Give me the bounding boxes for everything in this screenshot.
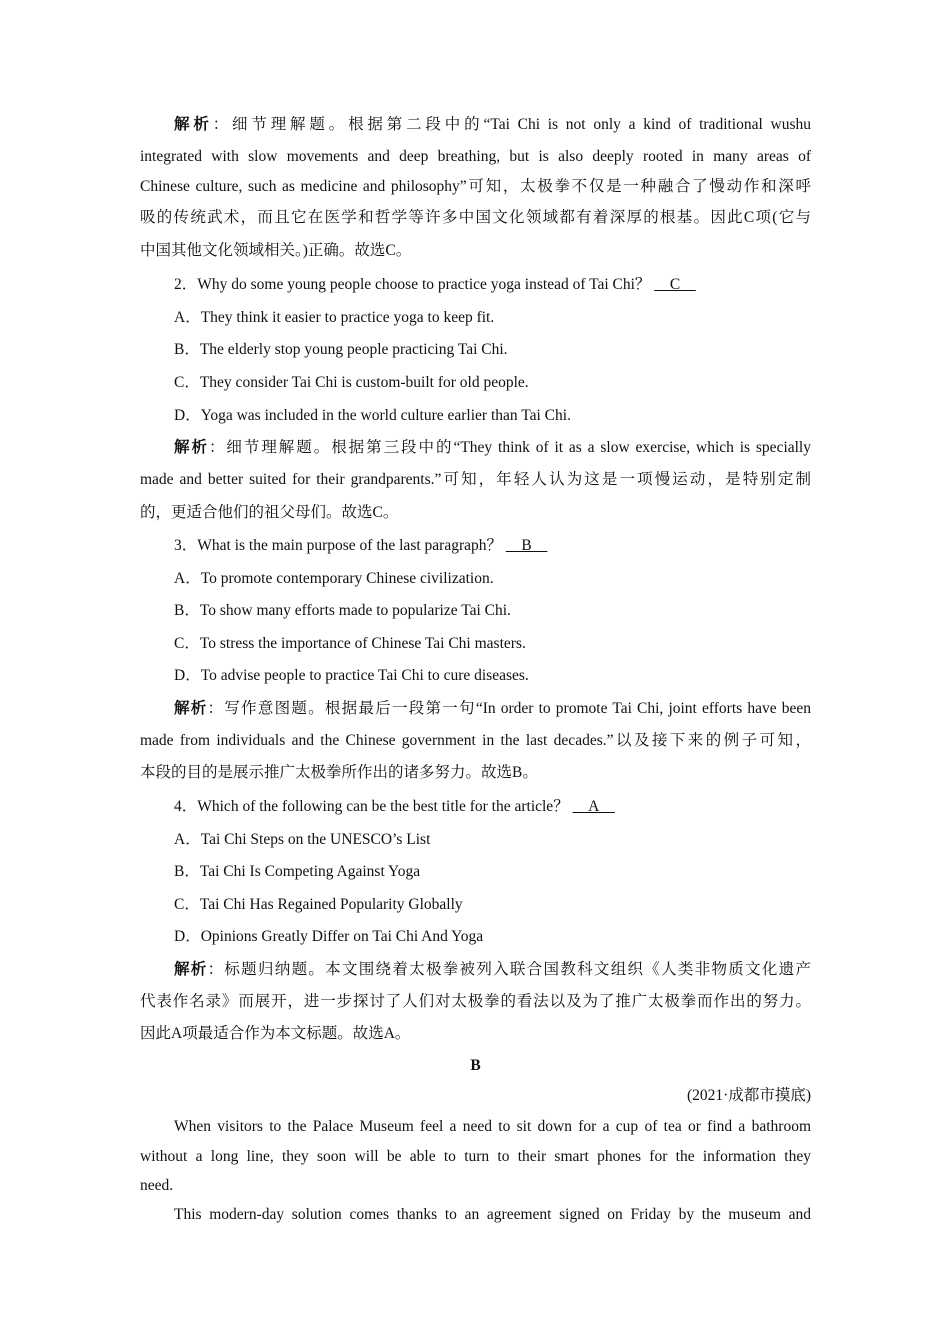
explanation-q2-line-1: 解析：细节理解题。根据第三段中的“They think of it as a slow exercise, which is specially: [174, 439, 811, 456]
passage-line-1: When visitors to the Palace Museum feel a need to sit down for a cup of tea or find a bathroom: [174, 1118, 811, 1135]
question-3-option-d: D．To advise people to practice Tai Chi to cure diseases.: [174, 667, 529, 684]
explanation-q3-line-2: made from individuals and the Chinese government in the last decades.”以及接下来的例子可知，: [140, 732, 811, 749]
explanation-q1-line-4: 吸的传统武术，而且它在医学和哲学等许多中国文化领域都有着深厚的根基。因此C项(它与: [140, 209, 811, 226]
question-4-option-a: A．Tai Chi Steps on the UNESCO’s List: [174, 831, 431, 848]
explanation-q4-line-3: 因此A项最适合作为本文标题。故选A。: [140, 1025, 411, 1042]
question-4-option-b: B．Tai Chi Is Competing Against Yoga: [174, 863, 421, 880]
passage-line-3: need.: [140, 1177, 174, 1194]
explanation-q1-line-2: integrated with slow movements and deep breathing, but is also deeply rooted in many areas of: [140, 148, 811, 165]
section-heading: B: [470, 1057, 481, 1074]
question-2-option-a: A．They think it easier to practice yoga to keep fit.: [174, 309, 495, 326]
question-3-answer: __B__: [505, 537, 548, 554]
question-2-option-b: B．The elderly stop young people practicing Tai Chi.: [174, 341, 508, 358]
question-3-option-b: B．To show many efforts made to popularize Tai Chi.: [174, 602, 511, 619]
question-2-option-c: C．They consider Tai Chi is custom-built for old people.: [174, 374, 529, 391]
question-2-option-d: D．Yoga was included in the world culture earlier than Tai Chi.: [174, 407, 571, 424]
question-3-option-c: C．To stress the importance of Chinese Tai Chi masters.: [174, 635, 526, 652]
explanation-q3-line-1: 解析：写作意图题。根据最后一段第一句“In order to promote Tai Chi, joint efforts have been: [174, 700, 811, 717]
question-2-stem: 2．Why do some young people choose to practice yoga instead of Tai Chi？ __C__: [174, 276, 696, 293]
source-note: (2021·成都市摸底): [687, 1087, 811, 1104]
explanation-q1-line-3: Chinese culture, such as medicine and philosophy”可知，太极拳不仅是一种融合了慢动作和深呼: [140, 178, 811, 195]
question-4-answer: __A__: [572, 798, 615, 815]
question-4-stem: 4．Which of the following can be the best title for the article？ __A__: [174, 798, 615, 815]
passage-line-4: This modern-day solution comes thanks to an agreement signed on Friday by the museum and: [174, 1206, 811, 1223]
explanation-q4-line-1: 解析：标题归纳题。本文围绕着太极拳被列入联合国教科文组织《人类非物质文化遗产: [174, 961, 811, 978]
explanation-q2-line-2: made and better suited for their grandparents.”可知，年轻人认为这是一项慢运动，是特别定制: [140, 471, 811, 488]
question-4-option-c: C．Tai Chi Has Regained Popularity Globally: [174, 896, 463, 913]
explanation-q1-line-1: 解析：细节理解题。根据第二段中的“Tai Chi is not only a kind of traditional wushu: [174, 116, 811, 133]
explanation-q1-line-5: 中国其他文化领域相关。)正确。故选C。: [140, 242, 412, 259]
explanation-q3-line-3: 本段的目的是展示推广太极拳所作出的诸多努力。故选B。: [140, 764, 538, 781]
question-3-option-a: A．To promote contemporary Chinese civilization.: [174, 570, 494, 587]
passage-line-2: without a long line, they soon will be able to turn to their smart phones for the information they: [140, 1148, 811, 1165]
explanation-q4-line-2: 代表作名录》而展开，进一步探讨了人们对太极拳的看法以及为了推广太极拳而作出的努力。: [140, 993, 811, 1010]
question-4-option-d: D．Opinions Greatly Differ on Tai Chi And Yoga: [174, 928, 484, 945]
explanation-label: 解析: [174, 116, 213, 133]
question-3-stem: 3．What is the main purpose of the last paragraph？ __B__: [174, 537, 548, 554]
question-2-answer: __C__: [654, 276, 696, 293]
explanation-q2-line-3: 的，更适合他们的祖父母们。故选C。: [140, 504, 399, 521]
